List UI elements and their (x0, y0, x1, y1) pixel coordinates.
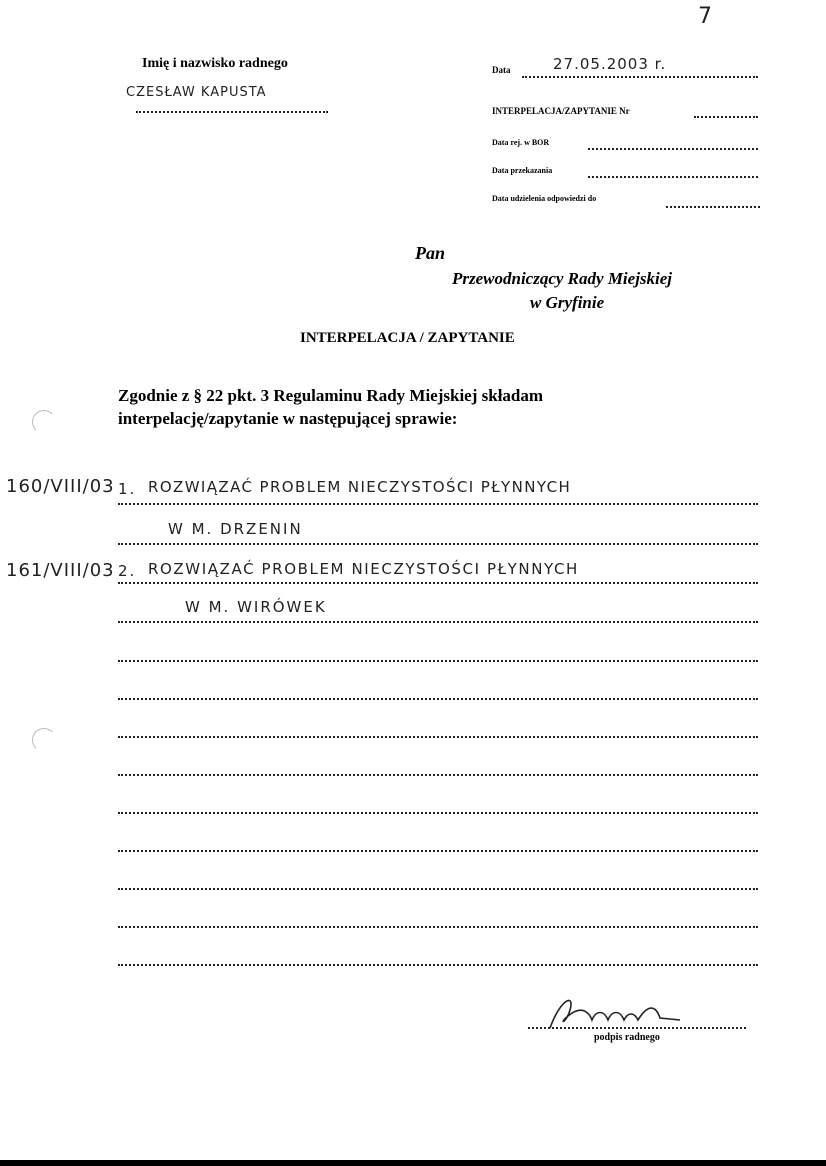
transfer-date-line (588, 176, 758, 178)
line-6 (118, 698, 758, 700)
date-label: Data (492, 65, 511, 75)
item-number: 1. (118, 480, 137, 498)
reg-date-line (588, 148, 758, 150)
councillor-label: Imię i nazwisko radnego (142, 56, 288, 71)
answer-date-label: Data udzielenia odpowiedzi do (492, 194, 597, 203)
item-text-cont: W M. DRZENIN (168, 520, 303, 538)
line-12 (118, 926, 758, 928)
line-2 (118, 543, 758, 545)
line-3 (118, 582, 758, 584)
line-1 (118, 503, 758, 505)
signature-scribble (530, 990, 690, 1032)
transfer-date-label: Data przekazania (492, 166, 553, 175)
reg-date-label: Data rej. w BOR (492, 138, 550, 147)
councillor-name: CZESŁAW KAPUSTA (126, 85, 267, 100)
line-11 (118, 888, 758, 890)
scan-edge (0, 1160, 826, 1166)
intro-line-2: interpelację/zapytanie w następującej sprawie: (118, 409, 458, 428)
date-value: 27.05.2003 r. (553, 55, 667, 73)
document-title: INTERPELACJA / ZAPYTANIE (300, 330, 515, 346)
punch-hole (32, 728, 56, 752)
addressee-line-2: Przewodniczący Rady Miejskiej (452, 269, 673, 288)
intro-line-1: Zgodnie z § 22 pkt. 3 Regulaminu Rady Miejskiej składam (118, 386, 544, 405)
signature-line (528, 1027, 746, 1029)
punch-hole (32, 410, 56, 434)
signature-label: podpis radnego (594, 1032, 660, 1043)
line-5 (118, 660, 758, 662)
councillor-name-line (136, 111, 328, 113)
interpellation-no-line (694, 116, 758, 118)
answer-date-line (666, 206, 760, 208)
interpellation-no-label: INTERPELACJA/ZAPYTANIE Nr (492, 106, 630, 116)
item-text: ROZWIĄZAĆ PROBLEM NIECZYSTOŚCI PŁYNNYCH (148, 560, 579, 578)
line-10 (118, 850, 758, 852)
item-text: ROZWIĄZAĆ PROBLEM NIECZYSTOŚCI PŁYNNYCH (148, 478, 572, 496)
line-8 (118, 774, 758, 776)
item-ref: 161/VIII/03 (6, 560, 115, 581)
addressee-line-3: w Gryfinie (530, 293, 605, 312)
line-7 (118, 736, 758, 738)
date-line (522, 76, 758, 78)
page-number: 7 (698, 4, 714, 29)
item-number: 2. (118, 562, 137, 580)
item-ref: 160/VIII/03 (6, 476, 115, 497)
line-4 (118, 621, 758, 623)
addressee-line-1: Pan (415, 243, 446, 263)
line-9 (118, 812, 758, 814)
item-text-cont: W M. WIRÓWEK (185, 598, 327, 616)
line-13 (118, 964, 758, 966)
